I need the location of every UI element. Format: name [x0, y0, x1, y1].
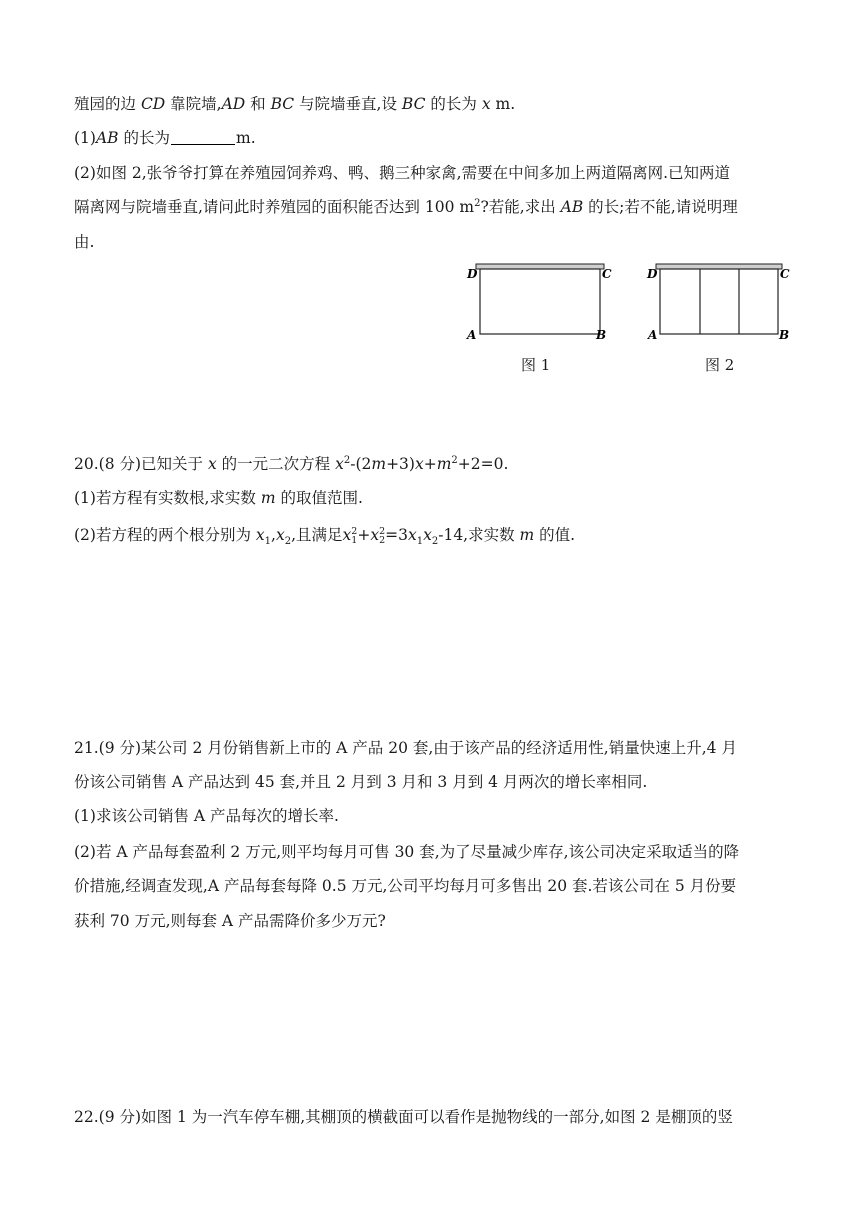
text: + — [423, 455, 437, 473]
label-C: C — [780, 267, 790, 281]
q20-part1 — [74, 488, 363, 508]
text: + — [357, 526, 371, 544]
superscript: 2 — [343, 454, 351, 466]
text: 的长为 — [118, 129, 170, 147]
text: +3) — [386, 455, 415, 473]
text: (1) — [74, 129, 96, 147]
wall — [656, 264, 782, 269]
q21-part2-line3: 获利 70 万元,则每套 A 产品需降价多少万元? — [74, 912, 386, 930]
enclosure — [660, 269, 778, 334]
text: 隔离网与院墙垂直,请问此时养殖园的面积能否达到 100 m — [74, 198, 475, 216]
subscript: 2 — [379, 535, 386, 546]
q19-part2-line3: 由. — [74, 233, 95, 251]
label-D: D — [647, 267, 658, 281]
q20-head — [74, 454, 508, 474]
text: x — [407, 526, 417, 544]
text: x — [207, 455, 217, 473]
superscript: 2 — [379, 526, 386, 537]
q21-part1: (1)求该公司销售 A 产品每次的增长率. — [74, 807, 339, 825]
subscript: 1 — [351, 535, 358, 546]
text: m — [519, 526, 535, 544]
q21-line1: 21.(9 分)某公司 2 月份销售新上市的 A 产品 20 套,由于该产品的经济适用性,销量快速上升,4 月 — [74, 739, 737, 757]
text: m — [436, 455, 452, 473]
subscript: 2 — [284, 536, 292, 548]
text: AB — [560, 198, 584, 216]
text: BC — [401, 95, 426, 113]
text: x — [342, 526, 352, 544]
text: 的一元二次方程 — [216, 455, 336, 473]
label-B: B — [779, 328, 790, 342]
subscript: 1 — [416, 536, 424, 548]
label-B: B — [596, 328, 607, 342]
q21-part2-line1: (2)若 A 产品每套盈利 2 万元,则平均每月可售 30 套,为了尽量减少库存,该公司决定采取适当的降 — [74, 843, 740, 861]
q20-part2 — [74, 525, 576, 548]
text: x — [414, 455, 424, 473]
text: -14,求实数 — [438, 526, 520, 544]
text: x — [275, 526, 285, 544]
text: x — [370, 526, 380, 544]
superscript: 2 — [351, 526, 358, 537]
q22-line1: 22.(9 分)如图 1 为一汽车停车棚,其棚顶的横截面可以看作是抛物线的一部分,如图 2 是棚顶的竖 — [74, 1108, 733, 1126]
text: (2)若方程的两个根分别为 — [74, 526, 256, 544]
label-D: D — [467, 267, 478, 281]
text: 的取值范围. — [275, 489, 363, 507]
text: 靠院墙, — [165, 95, 222, 113]
text: (1)若方程有实数根,求实数 — [74, 489, 261, 507]
text: +2=0. — [457, 455, 509, 473]
text: 的长为 — [425, 95, 482, 113]
text: m. — [236, 129, 256, 147]
enclosure — [480, 269, 600, 334]
figure-1 — [462, 258, 612, 344]
text: x — [255, 526, 265, 544]
text: =3 — [385, 526, 408, 544]
answer-blank[interactable] — [171, 130, 235, 145]
q19-part1 — [74, 128, 256, 148]
text: , — [271, 526, 276, 544]
label-A: A — [648, 328, 658, 342]
subscript: 2 — [431, 536, 439, 548]
text: BC — [270, 95, 295, 113]
text: m — [371, 455, 387, 473]
text: -(2 — [350, 455, 372, 473]
text: 的长;若不能,请说明理 — [583, 198, 738, 216]
text: ,且满足 — [291, 526, 343, 544]
text: x — [335, 455, 344, 473]
label-A: A — [467, 328, 477, 342]
text: x — [481, 95, 491, 113]
figure-1-caption: 图 1 — [521, 356, 551, 374]
figure-2-caption: 图 2 — [705, 356, 735, 374]
label-C: C — [602, 267, 612, 281]
text: 的值. — [534, 526, 576, 544]
subscript: 1 — [264, 536, 272, 548]
q19-part2-line2 — [74, 197, 738, 217]
text: AD — [221, 95, 246, 113]
q21-part2-line2: 价措施,经调查发现,A 产品每套每降 0.5 万元,公司平均每月可多售出 20 套.若该公司在 5 月份要 — [74, 877, 737, 895]
superscript: 2 — [451, 454, 458, 466]
text: ?若能,求出 — [480, 198, 561, 216]
q21-line2: 份该公司销售 A 产品达到 45 套,并且 2 月到 3 月和 3 月到 4 月两次的增长率相同. — [74, 773, 648, 791]
wall — [476, 264, 604, 269]
text: 20.(8 分)已知关于 — [74, 455, 208, 473]
superscript: 2 — [474, 197, 481, 209]
text: m. — [490, 95, 516, 113]
text: x — [423, 526, 432, 544]
text: 和 — [245, 95, 271, 113]
q19-line1 — [74, 94, 515, 114]
text: AB — [95, 129, 119, 147]
text: 殖园的边 — [74, 95, 141, 113]
text: 与院墙垂直,设 — [294, 95, 402, 113]
figure-2 — [644, 258, 794, 344]
q19-part2-line1: (2)如图 2,张爷爷打算在养殖园饲养鸡、鸭、鹅三种家禽,需要在中间多加上两道隔离网.已知两道 — [74, 164, 731, 182]
text: CD — [140, 95, 166, 113]
text: m — [260, 489, 276, 507]
